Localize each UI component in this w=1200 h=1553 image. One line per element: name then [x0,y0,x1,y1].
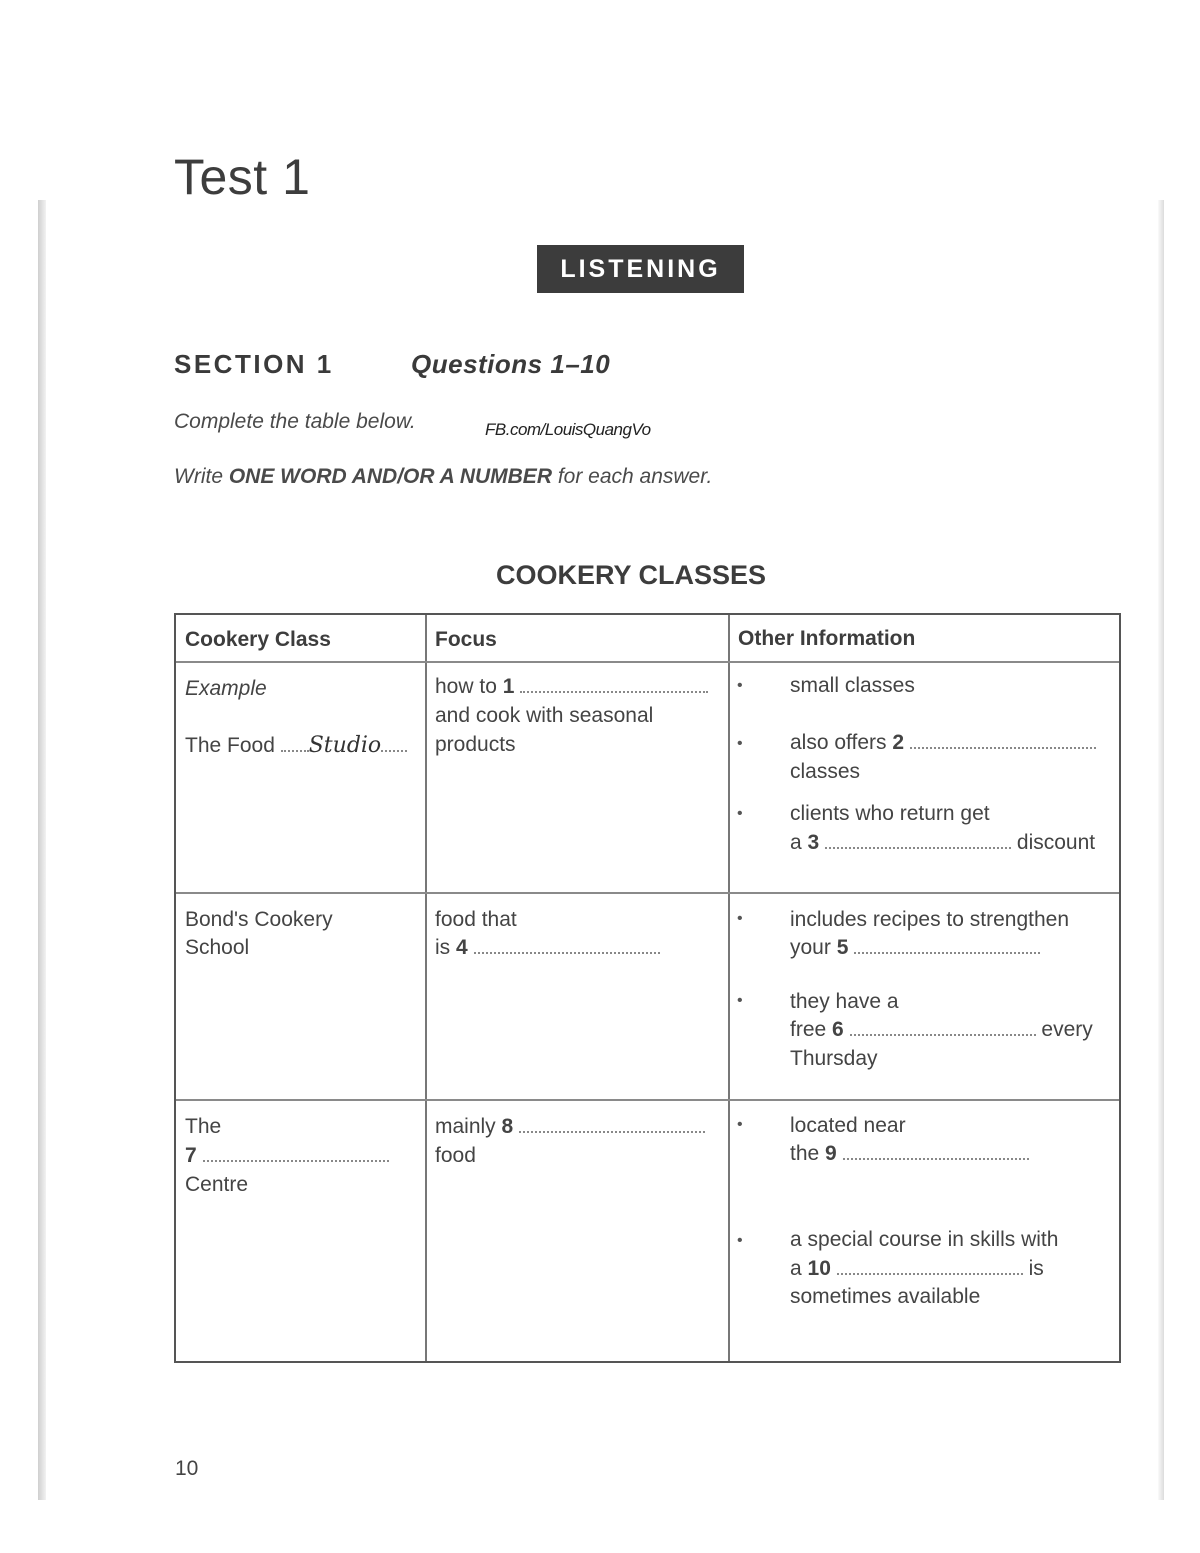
instruction-prefix: Write [174,465,229,488]
info-your-5 [790,933,1040,962]
question-number-1: 1 [502,675,515,698]
column-divider [728,615,730,1361]
question-number-3: 3 [807,831,820,854]
info-text: also offers [790,731,887,754]
info-text: every [1041,1018,1093,1041]
question-number-9: 9 [825,1142,837,1165]
info-a-10 [790,1254,1044,1283]
focus-row3-line1 [435,1112,705,1141]
info-text: a [790,831,802,854]
bullet-icon: • [737,992,743,1009]
bullet-icon: • [737,1232,743,1249]
row-divider [176,892,1119,894]
question-number-7: 7 [185,1144,197,1167]
answer-dots [381,732,407,752]
info-special-course: a special course in skills with [790,1228,1059,1251]
cookery-table [174,613,1121,1363]
class-name-prefix: The Food [185,734,275,757]
section-heading [174,349,611,380]
example-label: Example [185,677,267,700]
bullet-icon: • [737,677,743,694]
info-text: free [790,1018,827,1041]
info-free-6 [790,1015,1093,1044]
listening-banner [537,245,744,293]
instruction-bold: ONE WORD AND/OR A NUMBER [228,465,552,488]
info-small-classes: small classes [790,674,915,697]
focus-row2-line1: food that [435,908,517,931]
focus-row1-line2: and cook with seasonal [435,704,654,727]
class-bonds-line1: Bond's Cookery [185,908,333,931]
bullet-icon: • [737,735,743,752]
info-located-near: located near [790,1114,906,1137]
class-the-food-studio [185,731,407,760]
info-thursday: Thursday [790,1047,878,1070]
question-number-4: 4 [456,936,468,959]
info-text: discount [1016,831,1096,854]
section-label: SECTION 1 [174,349,334,379]
page-edge-left [38,200,46,1500]
focus-row3-line2: food [435,1144,476,1167]
answer-blank-4 [474,934,660,954]
page-edge-right [1158,200,1164,1500]
info-the-9 [790,1139,1029,1168]
info-text: a [790,1257,802,1280]
test-title: Test 1 [174,149,311,205]
bullet-icon: • [737,910,743,927]
watermark-text: FB.com/LouisQuangVo [485,420,651,439]
table-title: COOKERY CLASSES [496,560,767,590]
focus-text: mainly [435,1115,496,1138]
answer-blank-9 [843,1140,1029,1160]
info-clients-return: clients who return get [790,802,990,825]
answer-dots [281,732,309,752]
page-number: 10 [175,1457,199,1480]
answer-blank-2 [910,729,1096,749]
row-divider [176,1099,1119,1101]
answer-blank-7 [203,1142,389,1162]
focus-text: how to [435,675,497,698]
question-number-8: 8 [501,1115,514,1138]
focus-text: is [435,936,451,959]
bullet-icon: • [737,1116,743,1133]
listening-label: LISTENING [560,254,721,283]
questions-range: Questions 1–10 [411,349,611,379]
header-cookery-class: Cookery Class [185,628,331,651]
info-sometimes-available: sometimes available [790,1285,981,1308]
info-also-offers [790,728,1096,757]
example-answer: Studio [308,733,382,758]
class-row3-line2 [185,1141,389,1170]
answer-blank-10 [837,1255,1023,1275]
row-divider [176,661,1119,663]
class-bonds-line2: School [185,936,250,959]
column-divider [425,615,427,1361]
class-row3-line1: The [185,1115,222,1138]
focus-row1-line1 [435,672,708,701]
info-recipes: includes recipes to strengthen [790,908,1069,931]
answer-blank-6 [850,1016,1036,1036]
info-text: the [790,1142,820,1165]
question-number-10: 10 [807,1257,831,1280]
info-text: is [1028,1257,1044,1280]
header-focus: Focus [435,628,497,651]
answer-blank-8 [519,1113,705,1133]
answer-blank-5 [854,934,1040,954]
answer-blank-3 [825,829,1011,849]
question-number-6: 6 [832,1018,844,1041]
instruction-complete-table: Complete the table below. [174,410,416,433]
focus-row1-line3: products [435,733,516,756]
header-other-information: Other Information [738,627,916,650]
info-classes: classes [790,760,861,783]
bullet-icon: • [737,805,743,822]
info-they-have: they have a [790,990,899,1013]
focus-row2-line2 [435,933,660,962]
info-discount [790,828,1095,857]
class-row3-line3: Centre [185,1173,249,1196]
info-text: your [790,936,831,959]
question-number-5: 5 [836,936,849,959]
instruction-suffix: for each answer. [551,465,713,488]
question-number-2: 2 [892,731,905,754]
answer-blank-1 [520,673,708,693]
instruction-answer-format [174,465,712,489]
